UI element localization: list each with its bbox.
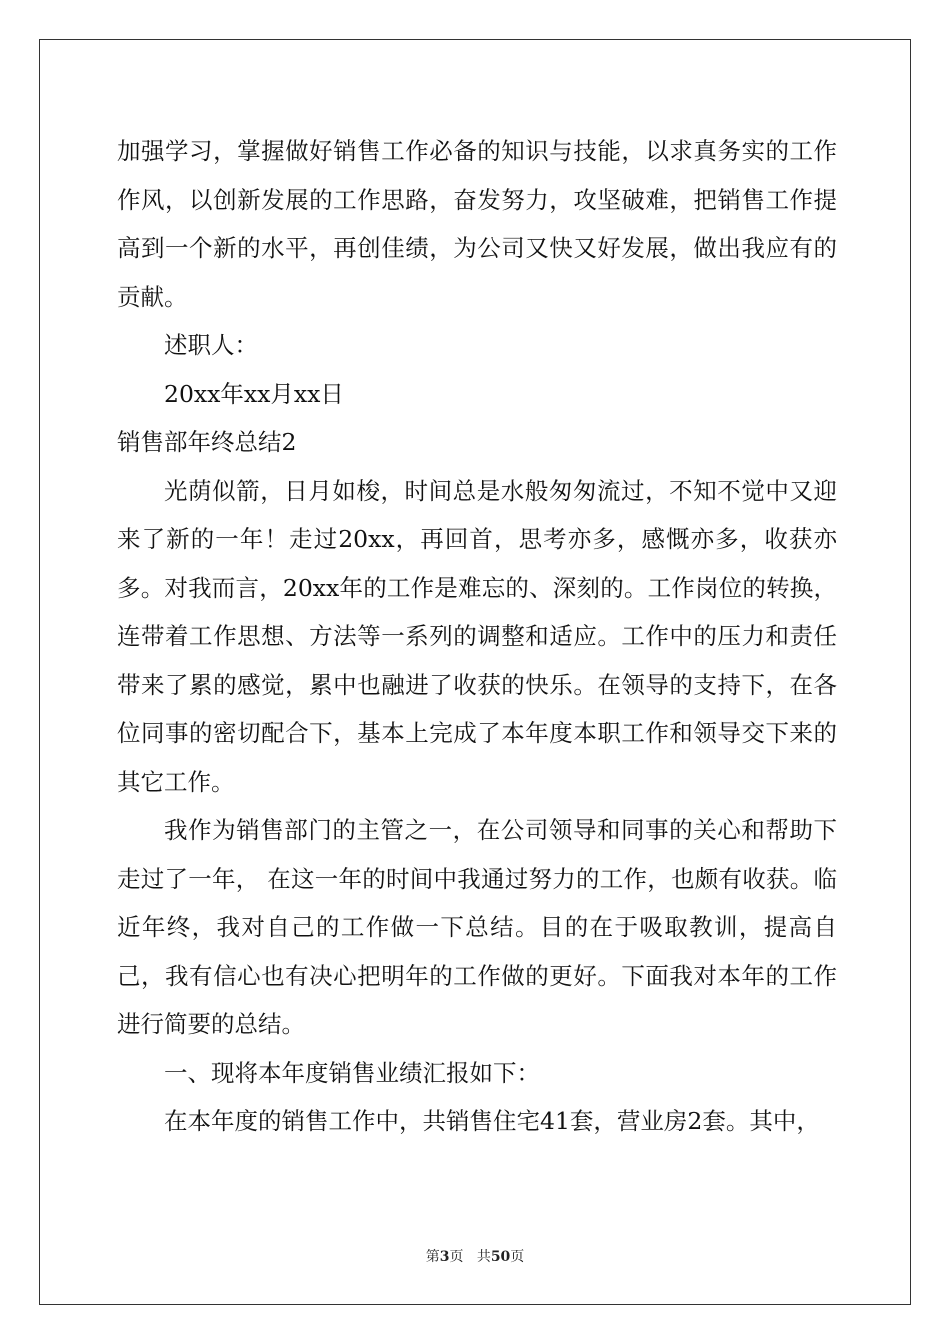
paragraph-sales-count: 在本年度的销售工作中，共销售住宅41套，营业房2套。其中，: [164, 1107, 820, 1135]
footer-page-word: 页: [449, 1249, 464, 1265]
subheading-sales-results: 一、现将本年度销售业绩汇报如下：: [164, 1058, 540, 1087]
paragraph-1: 加强学习，掌握做好销售工作必备的知识与技能，以求真务实的工作作风，以创新发展的工作思路，奋发努力，攻坚破难，把销售工作提高到一个新的水平，再创佳绩，为公司又快又好发展，做出我应有的贡献。: [117, 137, 837, 311]
signature-date: 20xx年xx月xx日: [164, 379, 344, 408]
section-title: 销售部年终总结2: [117, 428, 297, 456]
paragraph-intro: 光荫似箭，日月如梭，时间总是水般匆匆流过，不知不觉中又迎来了新的一年！走过20xx，再回首，思考亦多，感慨亦多，收获亦多。对我而言，20xx年的工作是难忘的、深刻的。工作岗位的转换，连带着工作思想、方法等一系列的调整和适应。工作中的压力和责任带来了累的感觉，累中也融进了收获的快乐。在领导的支持下，在各位同事的密切配合下，基本上完成了本年度本职工作和领导交下来的其它工作。: [117, 476, 837, 796]
footer-total-suffix: 页: [510, 1249, 525, 1265]
footer-total-pages: 50: [490, 1249, 511, 1265]
document-body: [117, 127, 837, 1146]
paragraph-role: 我作为销售部门的主管之一，在公司领导和同事的关心和帮助下走过了一年， 在这一年的时间中我通过努力的工作，也颇有收获。临近年终，我对自己的工作做一下总结。目的在于吸取教训，提高自己，我有信心也有决心把明年的工作做的更好。下面我对本年的工作进行简要的总结。: [117, 816, 837, 1038]
footer-total-prefix: 共: [476, 1249, 491, 1265]
footer-current-page: 3: [439, 1249, 450, 1265]
signature-label: 述职人：: [164, 331, 258, 359]
page-footer: [0, 1247, 950, 1267]
footer-prefix: 第: [425, 1249, 440, 1265]
